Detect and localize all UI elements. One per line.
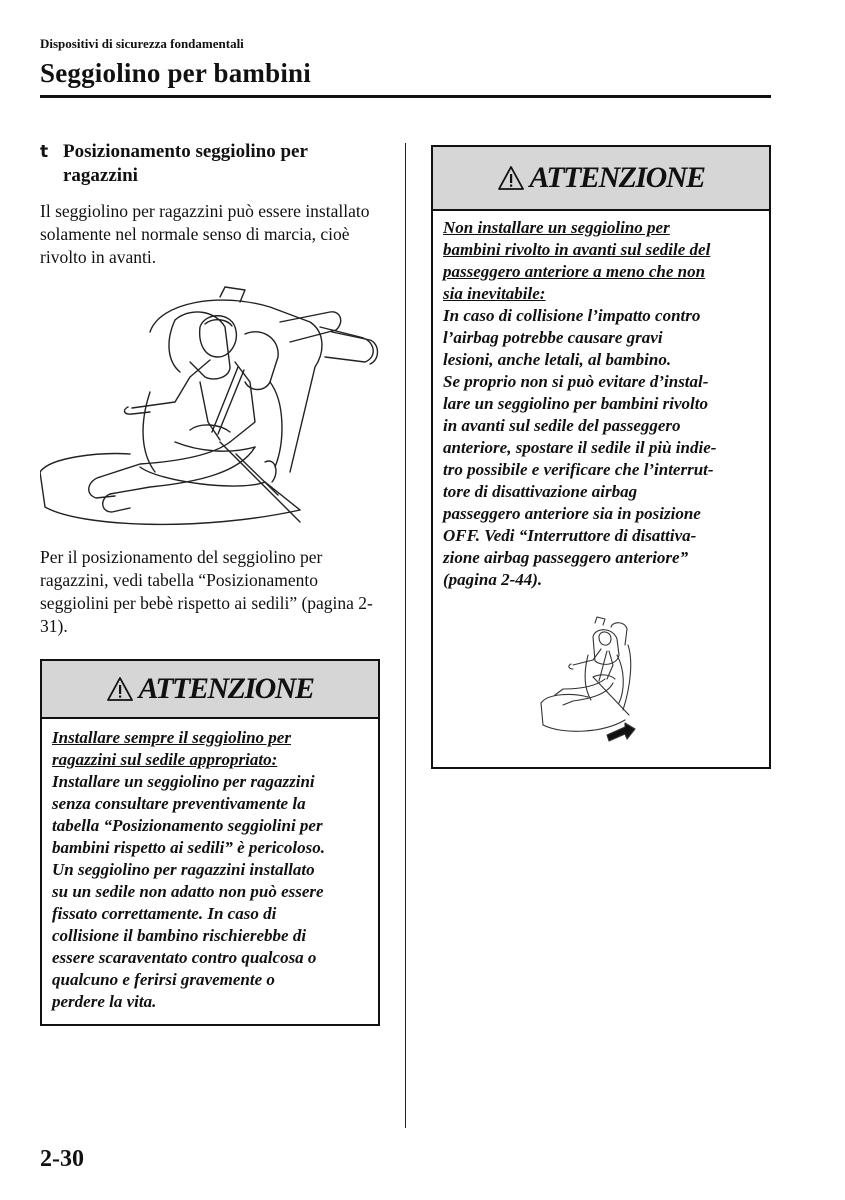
section-title: Posizionamento seggiolino per ragazzini xyxy=(63,141,308,186)
warning-line: l’airbag potrebbe causare gravi xyxy=(443,328,663,347)
section-heading xyxy=(40,140,380,188)
warning-line: fissato correttamente. In caso di xyxy=(52,904,277,923)
reference-paragraph: Per il posizionamento del seggiolino per ragazzini, vedi tabella “Posizionamento seggiolini per bebè rispetto ai sedili” (pagina 2-31). xyxy=(40,547,373,636)
warning-line: perdere la vita. xyxy=(52,992,157,1011)
warning-lead-line: Non installare un seggiolino per xyxy=(443,218,670,237)
warning-line: lare un seggiolino per bambini rivolto xyxy=(443,394,708,413)
warning-lead-line: Installare sempre il seggiolino per xyxy=(52,728,291,747)
warning-line: In caso di collisione l’impatto contro xyxy=(443,306,701,325)
warning-line: (pagina 2-44). xyxy=(443,570,543,589)
warning-title: ATTENZIONE xyxy=(138,672,314,705)
warning-header xyxy=(42,661,378,719)
intro-paragraph: Il seggiolino per ragazzini può essere installato solamente nel normale senso di marcia, cioè rivolto in avanti. xyxy=(40,201,370,267)
warning-title: ATTENZIONE xyxy=(529,161,705,194)
warning-lead-line: bambini rivolto in avanti sul sedile del xyxy=(443,240,711,259)
warning-line: qualcuno e ferirsi gravemente o xyxy=(52,970,275,989)
warning-triangle-icon xyxy=(106,676,134,702)
warning-line: Installare un seggiolino per ragazzini xyxy=(52,772,315,791)
warning-line: in avanti sul sedile del passeggero xyxy=(443,416,681,435)
warning-line: Un seggiolino per ragazzini installato xyxy=(52,860,315,879)
warning-lead-line: sia inevitabile: xyxy=(443,284,546,303)
warning-line: bambini rispetto ai sedili” è pericoloso. xyxy=(52,838,325,857)
warning-line: essere scaraventato contro qualcosa o xyxy=(52,948,317,967)
page-title: Seggiolino per bambini xyxy=(40,58,311,88)
warning-line: su un sedile non adatto non può essere xyxy=(52,882,324,901)
warning-line: Se proprio non si può evitare d’instal- xyxy=(443,372,709,391)
warning-line: tabella “Posizionamento seggiolini per xyxy=(52,816,323,835)
page-number: 2-30 xyxy=(40,1146,84,1172)
section-marker-icon: t xyxy=(40,142,49,162)
title-rule xyxy=(40,95,771,98)
booster-seat-illustration xyxy=(40,282,380,544)
warning-line: collisione il bambino rischierebbe di xyxy=(52,926,307,945)
warning-line: anteriore, spostare il sedile il più indie- xyxy=(443,438,717,457)
warning-line: tore di disattivazione airbag xyxy=(443,482,638,501)
warning-body xyxy=(42,719,378,1013)
breadcrumb: Dispositivi di sicurezza fondamentali xyxy=(40,36,244,51)
warning-box-left xyxy=(40,659,380,1026)
warning-box-right xyxy=(431,145,771,769)
warning-lead-line: passeggero anteriore a meno che non xyxy=(443,262,706,281)
warning-line: lesioni, anche letali, al bambino. xyxy=(443,350,672,369)
warning-lead-line: ragazzini sul sedile appropriato: xyxy=(52,750,278,769)
warning-line: senza consultare preventivamente la xyxy=(52,794,306,813)
warning-body xyxy=(433,211,769,591)
warning-triangle-icon xyxy=(497,165,525,191)
forward-facing-seat-illustration xyxy=(533,615,663,745)
warning-line: OFF. Vedi “Interruttore di disattiva- xyxy=(443,526,697,545)
warning-header xyxy=(433,147,769,211)
column-divider xyxy=(405,143,406,1128)
warning-line: passeggero anteriore sia in posizione xyxy=(443,504,701,523)
warning-line: zione airbag passeggero anteriore” xyxy=(443,548,689,567)
warning-line: tro possibile e verificare che l’interrut- xyxy=(443,460,714,479)
